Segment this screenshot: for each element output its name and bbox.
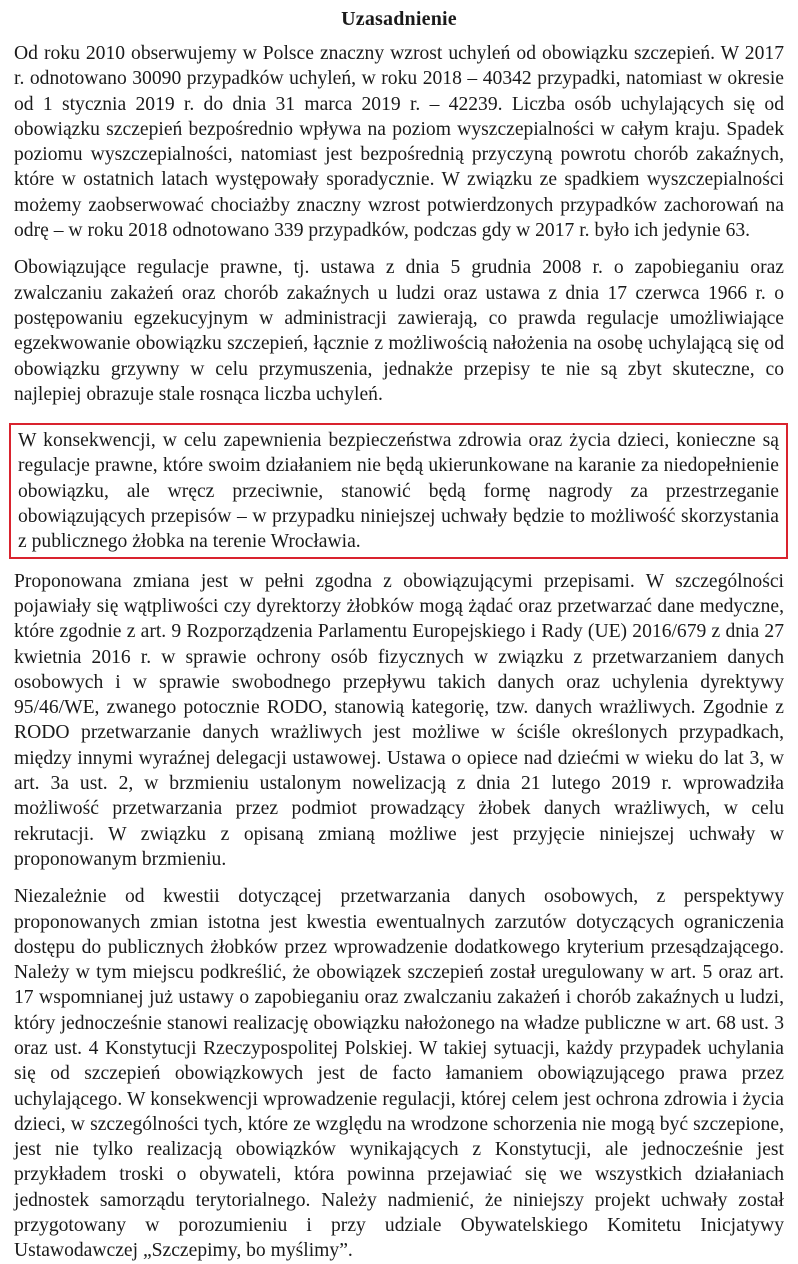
highlighted-passage <box>9 423 788 558</box>
document-title: Uzasadnienie <box>341 8 457 30</box>
paragraph-gdpr-compliance: Proponowana zmiana jest w pełni zgodna z obowiązującymi przepisami. W szczególności pojawiały się wątpliwości czy dyrektorzy żłobków mogą żądać oraz przetwarzać dane medyczne, które zgodnie z art. 9 Rozporządzenia Parlamentu Europejskiego i Rady (UE) 2016/679 z dnia 27 kwietnia 2016 r. w sprawie ochrony osób fizycznych w związku z przetwarzaniem danych osobowych i w sprawie swobodnego przepływu takich danych oraz uchylenia dyrektywy 95/46/WE, zwanego potocznie RODO, stanowią kategorię, tzw. danych wrażliwych. Zgodnie z RODO przetwarzanie danych wrażliwych jest możliwe w ściśle określonych przypadkach, między innymi wyraźnej delegacji ustawowej. Ustawa o opiece nad dziećmi w wieku do lat 3, w art. 3a ust. 2, w brzmieniu ustalonym nowelizacją z dnia 21 lutego 2019 r. wprowadziła możliwość przetwarzania przez podmiot prowadzący żłobek danych wrażliwych, w celu rekrutacji. W związku z opisaną zmianą możliwe jest przyjęcie niniejszej uchwały w proponowanym brzmieniu. <box>14 570 784 870</box>
paragraph-legal-regulations: Obowiązujące regulacje prawne, tj. ustawa z dnia 5 grudnia 2008 r. o zapobieganiu oraz zwalczaniu zakażeń oraz chorób zakaźnych u ludzi oraz ustawa z dnia 17 czerwca 1966 r. o postępowaniu egzekucyjnym w administracji zawierają, co prawda regulacje umożliwiające egzekwowanie obowiązku szczepień, łącznie z możliwością nałożenia na osobę uchylającą się od obowiązku grzywny w celu przymuszenia, jednakże przepisy te nie są zbyt skuteczne, co najlepiej obrazuje stale rosnąca liczba uchyleń. <box>14 257 784 405</box>
document-page <box>14 0 784 1264</box>
paragraph-constitutional-basis: Niezależnie od kwestii dotyczącej przetwarzania danych osobowych, z perspektywy proponowanych zmian istotna jest kwestia ewentualnych zarzutów dotyczących ograniczenia dostępu do publicznych żłobków przez wprowadzenie dodatkowego kryterium przesądzającego. Należy w tym miejscu podkreślić, że obowiązek szczepień został uregulowany w art. 5 oraz art. 17 wspomnianej już ustawy o zapobieganiu oraz zwalczaniu zakażeń i chorób zakaźnych u ludzi, który jednocześnie stanowi realizację obowiązku nałożonego na władze publiczne w art. 68 ust. 3 oraz ust. 4 Konstytucji Rzeczypospolitej Polskiej. W takiej sytuacji, każdy przypadek uchylania się od szczepień obowiązkowych jest de facto łamaniem obowiązującego prawa przez uchylającego. W konsekwencji wprowadzenie regulacji, której celem jest ochrona zdrowia i życia dzieci, w szczególności tych, które ze względu na wrodzone schorzenia nie mogą być szczepione, jest nie tylko realizacją obowiązków wynikających z Konstytucji, ale jednocześnie jest przykładem troski o obywateli, która powinna przejawiać się we wszystkich działaniach jednostek samorządu terytorialnego. Należy nadmienić, że niniejszy projekt uchwały został przygotowany w porozumieniu i przy udziale Obywatelskiego Komitetu Inicjatywy Ustawodawczej „Szczepimy, bo myślimy”. <box>14 886 784 1262</box>
paragraph-consequences: W konsekwencji, w celu zapewnienia bezpieczeństwa zdrowia oraz życia dzieci, konieczne są regulacje prawne, które swoim działaniem nie będą ukierunkowane na karanie za niedopełnienie obowiązku, ale wręcz przeciwnie, stanowić będą formę nagrody za przestrzeganie obowiązujących przepisów – w przypadku niniejszej uchwały będzie to możliwość skorzystania z publicznego żłobka na terenie Wrocławia. <box>18 430 779 553</box>
paragraph-vaccination-statistics: Od roku 2010 obserwujemy w Polsce znaczny wzrost uchyleń od obowiązku szczepień. W 2017 r. odnotowano 30090 przypadków uchyleń, w roku 2018 – 40342 przypadki, natomiast w okresie od 1 stycznia 2019 r. do dnia 31 marca 2019 r. – 42239. Liczba osób uchylających się od obowiązku szczepień bezpośrednio wpływa na poziom wyszczepialności w całym kraju. Spadek poziomu wyszczepialności, natomiast jest bezpośrednią przyczyną powrotu chorób zakaźnych, które w ostatnich latach występowały sporadycznie. W związku ze spadkiem wyszczepialności możemy zaobserwować chociażby znaczny wzrost potwierdzonych przypadków zachorowań na odrę – w roku 2018 odnotowano 339 przypadków, podczas gdy w 2017 r. było ich jedynie 63. <box>14 43 784 242</box>
